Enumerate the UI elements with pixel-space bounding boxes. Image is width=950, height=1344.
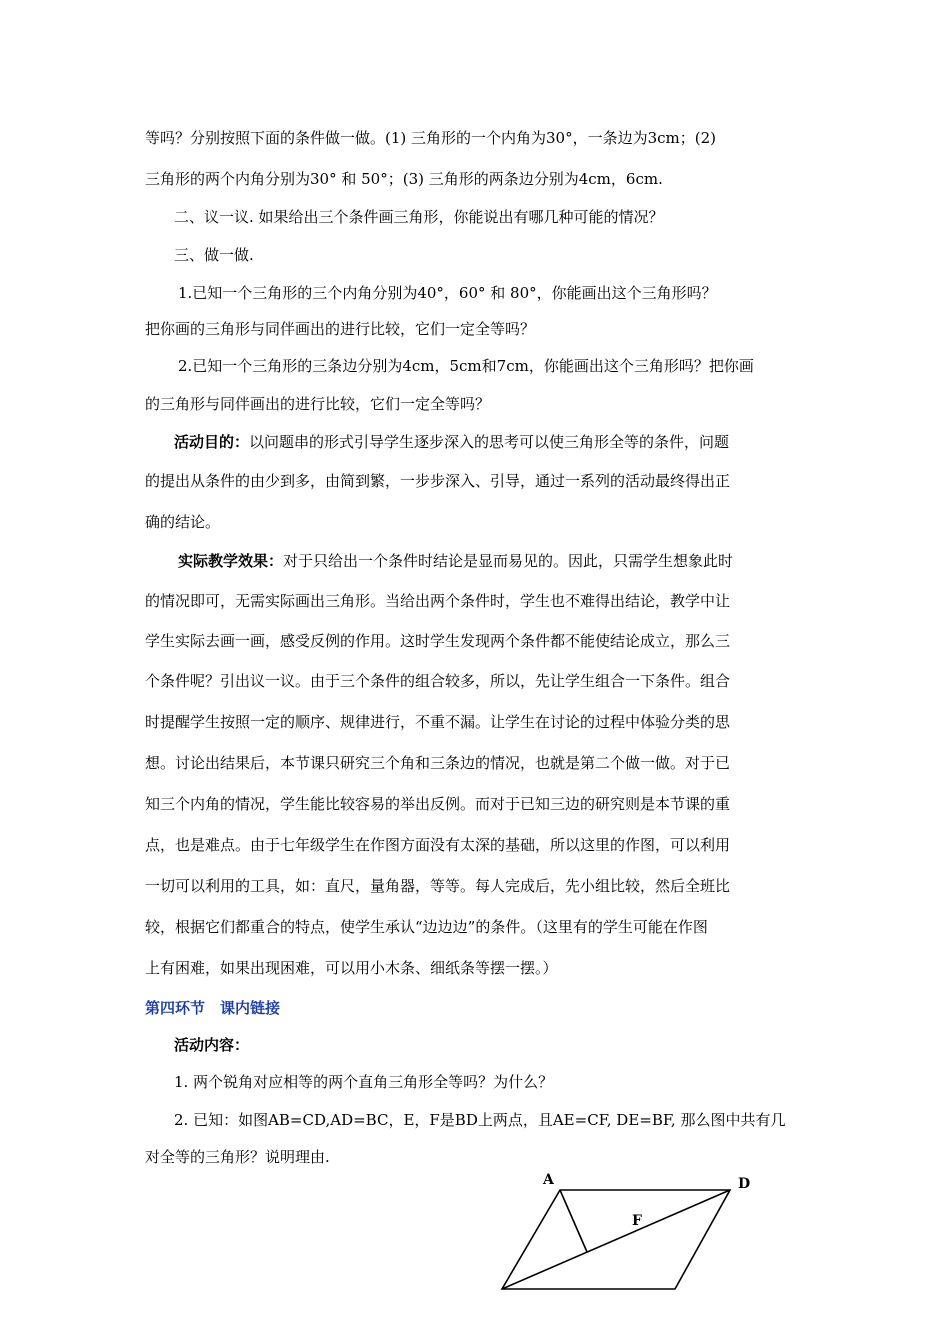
- diagonal-bd: [502, 1190, 730, 1289]
- segment-ae: [560, 1190, 587, 1252]
- text-line: 的情况即可，无需实际画出三角形。当给出两个条件时，学生也不难得出结论，教学中让: [145, 592, 731, 610]
- effect-label: 实际教学效果：: [178, 552, 284, 570]
- question-1: 1. 两个锐角对应相等的两个直角三角形全等吗？为什么？: [174, 1073, 554, 1091]
- question-2: 2. 已知：如图AB=CD,AD=BC，E，F是BD上两点，且AE=CF, DE=BF, 那么图中共有几: [174, 1111, 786, 1129]
- text-line: 确的结论。: [145, 513, 221, 531]
- content-label: 活动内容：: [174, 1036, 250, 1054]
- text-line: 2.已知一个三角形的三条边分别为4cm，5cm和7cm，你能画出这个三角形吗？把你画: [178, 357, 754, 375]
- question-2-cont: 对全等的三角形？说明理由.: [145, 1148, 330, 1166]
- purpose-label: 活动目的：: [174, 433, 250, 451]
- section-heading: 第四环节 课内链接: [145, 999, 281, 1017]
- text-line: 较，根据它们都重合的特点，使学生承认“边边边”的条件。（这里有的学生可能在作图: [145, 918, 708, 936]
- text-line: 学生实际去画一画，感受反例的作用。这时学生发现两个条件都不能使结论成立，那么三: [145, 632, 731, 650]
- text-line: 上有困难，如果出现困难，可以用小木条、细纸条等摆一摆。）: [145, 959, 558, 977]
- text-line: 一切可以利用的工具，如：直尺，量角器，等等。每人完成后，先小组比较，然后全班比: [145, 877, 731, 895]
- text-line: 个条件呢？引出议一议。由于三个条件的组合较多，所以，先让学生组合一下条件。组合: [145, 672, 731, 690]
- text-line: 二、议一议. 如果给出三个条件画三角形，你能说出有哪几种可能的情况？: [174, 208, 664, 226]
- text-line: 想。讨论出结果后，本节课只研究三个角和三条边的情况，也就是第二个做一做。对于已: [145, 754, 731, 772]
- text-line: 三角形的两个内角分别为30° 和 50°；(3) 三角形的两条边分别为4cm，6cm.: [145, 170, 663, 188]
- text-line: 的提出从条件的由少到多，由简到繁，一步步深入、引导，通过一系列的活动最终得出正: [145, 472, 731, 490]
- text-line: 1.已知一个三角形的三个内角分别为40°，60° 和 80°，你能画出这个三角形吗？: [178, 284, 717, 302]
- label-f: F: [632, 1213, 642, 1229]
- text-line: 时提醒学生按照一定的顺序、规律进行，不重不漏。让学生在讨论的过程中体验分类的思: [145, 713, 731, 731]
- text-line: 的三角形与同伴画出的进行比较，它们一定全等吗？: [145, 395, 491, 413]
- text-line: 等吗？分别按照下面的条件做一做。(1) 三角形的一个内角为30°，一条边为3cm；(2): [145, 129, 717, 147]
- label-d: D: [738, 1176, 751, 1192]
- label-a: A: [543, 1172, 554, 1188]
- text-line: 三、做一做.: [174, 246, 254, 264]
- effect-text: 对于只给出一个条件时结论是显而易见的。因此，只需学生想象此时: [283, 552, 734, 570]
- parallelogram-figure: [490, 1165, 770, 1300]
- text-line: 把你画的三角形与同伴画出的进行比较，它们一定全等吗？: [145, 320, 536, 338]
- text-line: 知三个内角的情况，学生能比较容易的举出反例。而对于已知三边的研究则是本节课的重: [145, 795, 731, 813]
- effect-paragraph: [178, 550, 733, 572]
- purpose-text: 以问题串的形式引导学生逐步深入的思考可以使三角形全等的条件，问题: [249, 433, 730, 451]
- text-line: 点，也是难点。由于七年级学生在作图方面没有太深的基础，所以这里的作图，可以利用: [145, 836, 731, 854]
- purpose-paragraph: [174, 431, 729, 453]
